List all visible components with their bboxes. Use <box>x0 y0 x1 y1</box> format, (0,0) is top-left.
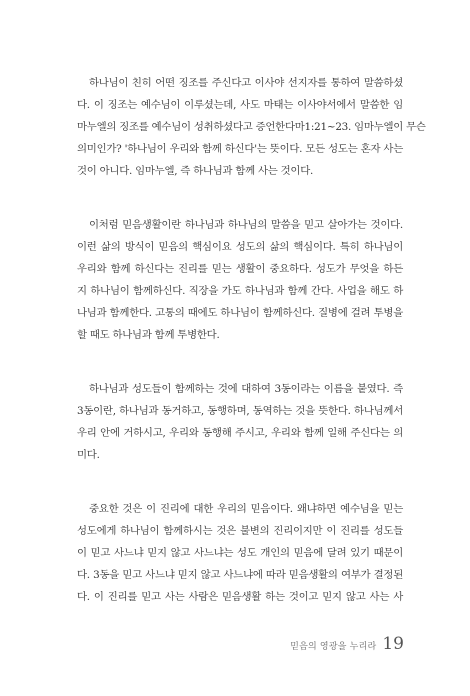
text-line: 우리와 함께 하신다는 진리를 믿는 생활이 중요하다. 성도가 무엇을 하든 <box>77 263 403 275</box>
paragraph-2 <box>77 214 403 346</box>
page-number: 19 <box>382 634 404 654</box>
text-line: 미다. <box>77 449 100 461</box>
text-line: 지 하나님이 함께하신다. 직장을 가도 하나님과 함께 간다. 사업을 해도 하 <box>77 285 403 297</box>
text-line: 이 믿고 사느냐 믿지 않고 사느냐는 성도 개인의 믿음에 달려 있기 때문이 <box>77 547 403 559</box>
page-footer <box>290 634 404 654</box>
text-line: 나님과 함께한다. 고통의 때에도 하나님이 함께하신다. 질병에 걸려 투병을 <box>77 307 403 319</box>
text-line: 이런 삶의 방식이 믿음의 핵심이요 성도의 삶의 핵심이다. 특히 하나님이 <box>77 241 403 253</box>
text-line: 하나님과 성도들이 함께하는 것에 대하여 3동이라는 이름을 붙였다. 즉 <box>89 383 403 395</box>
running-title: 믿음의 영광을 누리라 <box>290 642 377 652</box>
paragraph-4 <box>77 498 403 608</box>
body-text <box>77 72 426 640</box>
text-line: 다. 3동을 믿고 사느냐 믿지 않고 사느냐에 따라 믿음생활의 여부가 결정된 <box>77 569 403 581</box>
text-line: 이처럼 믿음생활이란 하나님과 하나님의 말씀을 믿고 살아가는 것이다. <box>89 219 403 231</box>
text-line: 다. 이 징조는 예수님이 이루셨는데, 사도 마태는 이사야서에서 말씀한 임 <box>77 99 403 111</box>
text-line: 할 때도 하나님과 함께 투병한다. <box>77 329 220 341</box>
paragraph-3 <box>77 378 403 466</box>
paragraph-1 <box>77 72 426 182</box>
text-line: 의미인가? '하나님이 우리와 함께 하신다'는 뜻이다. 모든 성도는 혼자 사는 <box>77 143 403 155</box>
text-line: 것이 아니다. 임마누엘, 즉 하나님과 함께 사는 것이다. <box>77 165 314 177</box>
text-line: 3동이란, 하나님과 동거하고, 동행하며, 동역하는 것을 뜻한다. 하나님께서 <box>77 405 403 417</box>
text-line: 다. 이 진리를 믿고 사는 사람은 믿음생활 하는 것이고 믿지 않고 사는 사 <box>77 591 403 603</box>
text-line: 하나님이 친히 어떤 징조를 주신다고 이사야 선지자를 통하여 말씀하셨 <box>89 77 403 89</box>
text-line: 마누엘의 징조를 예수님이 성취하셨다고 증언한다마1:21~23. 임마누엘이 무슨 <box>77 121 426 133</box>
text-line: 우리 안에 거하시고, 우리와 동행해 주시고, 우리와 함께 일해 주신다는 의 <box>77 427 403 439</box>
text-line: 중요한 것은 이 진리에 대한 우리의 믿음이다. 왜냐하면 예수님을 믿는 <box>89 503 403 515</box>
text-line: 성도에게 하나님이 함께하시는 것은 불변의 진리이지만 이 진리를 성도들 <box>77 525 403 537</box>
